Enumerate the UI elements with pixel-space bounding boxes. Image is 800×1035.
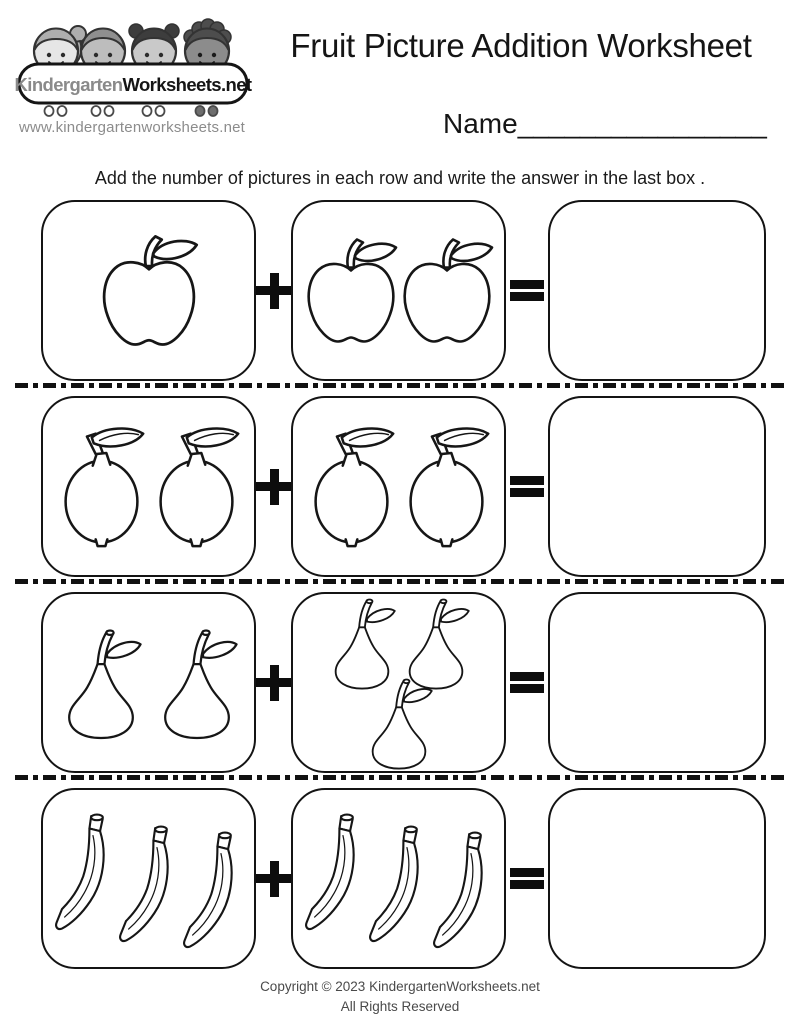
plus-icon xyxy=(256,861,291,897)
equals-icon xyxy=(510,277,544,305)
equals-operator xyxy=(506,592,548,773)
equals-icon xyxy=(510,473,544,501)
logo-wordmark: KindergartenWorksheets.net xyxy=(14,74,252,95)
instruction-text: Add the number of pictures in each row and write the answer in the last box . xyxy=(94,168,706,188)
answer-box[interactable] xyxy=(548,200,766,381)
answer-box[interactable] xyxy=(548,592,766,773)
plus-operator xyxy=(256,592,291,773)
lemon-icon xyxy=(148,424,245,550)
apple-icon xyxy=(301,230,401,352)
apple-icon xyxy=(397,230,497,352)
worksheet-rows xyxy=(0,200,800,984)
kids-feet-icon xyxy=(45,106,218,116)
plus-icon xyxy=(256,665,291,701)
plus-operator xyxy=(256,200,291,381)
banana-icon xyxy=(304,796,366,946)
kids-logo-icon xyxy=(12,14,256,120)
lemon-icon xyxy=(303,424,400,550)
rights-text: All Rights Reserved xyxy=(340,998,460,1014)
banana-icon xyxy=(118,808,180,958)
apple-icon xyxy=(96,229,202,353)
plus-icon xyxy=(256,469,291,505)
cut-line xyxy=(15,383,788,388)
banana-icon xyxy=(368,808,430,958)
equals-operator xyxy=(506,396,548,577)
banana-icon xyxy=(54,796,116,946)
addend-box-1 xyxy=(41,396,256,577)
lemon-icon xyxy=(398,424,495,550)
banana-icon xyxy=(432,814,494,964)
addend-box-2 xyxy=(291,200,506,381)
page-footer xyxy=(0,977,800,1016)
pear-icon xyxy=(360,676,438,770)
name-label: Name xyxy=(443,108,518,139)
addend-box-1 xyxy=(41,788,256,969)
addend-box-2 xyxy=(291,592,506,773)
equals-icon xyxy=(510,865,544,893)
pear-icon xyxy=(58,621,144,745)
equals-operator xyxy=(506,788,548,969)
addend-box-1 xyxy=(41,592,256,773)
worksheet-row xyxy=(0,592,800,788)
site-logo xyxy=(12,14,256,125)
name-row xyxy=(443,108,767,140)
addend-box-2 xyxy=(291,396,506,577)
answer-box[interactable] xyxy=(548,788,766,969)
worksheet-row xyxy=(0,788,800,984)
worksheet-row xyxy=(0,200,800,396)
lemon-icon xyxy=(53,424,150,550)
page-title: Fruit Picture Addition Worksheet xyxy=(290,27,752,64)
worksheet-row xyxy=(0,396,800,592)
plus-icon xyxy=(256,273,291,309)
site-url: www.kindergartenworksheets.net xyxy=(18,119,246,136)
plus-operator xyxy=(256,788,291,969)
copyright-text: Copyright © 2023 KindergartenWorksheets.net xyxy=(260,979,540,994)
addend-box-1 xyxy=(41,200,256,381)
banana-icon xyxy=(182,814,244,964)
cut-line xyxy=(15,775,788,780)
answer-box[interactable] xyxy=(548,396,766,577)
name-blank-line[interactable]: ________________ xyxy=(517,108,767,139)
equals-icon xyxy=(510,669,544,697)
cut-line xyxy=(15,579,788,584)
pear-icon xyxy=(154,621,240,745)
addend-box-2 xyxy=(291,788,506,969)
equals-operator xyxy=(506,200,548,381)
plus-operator xyxy=(256,396,291,577)
